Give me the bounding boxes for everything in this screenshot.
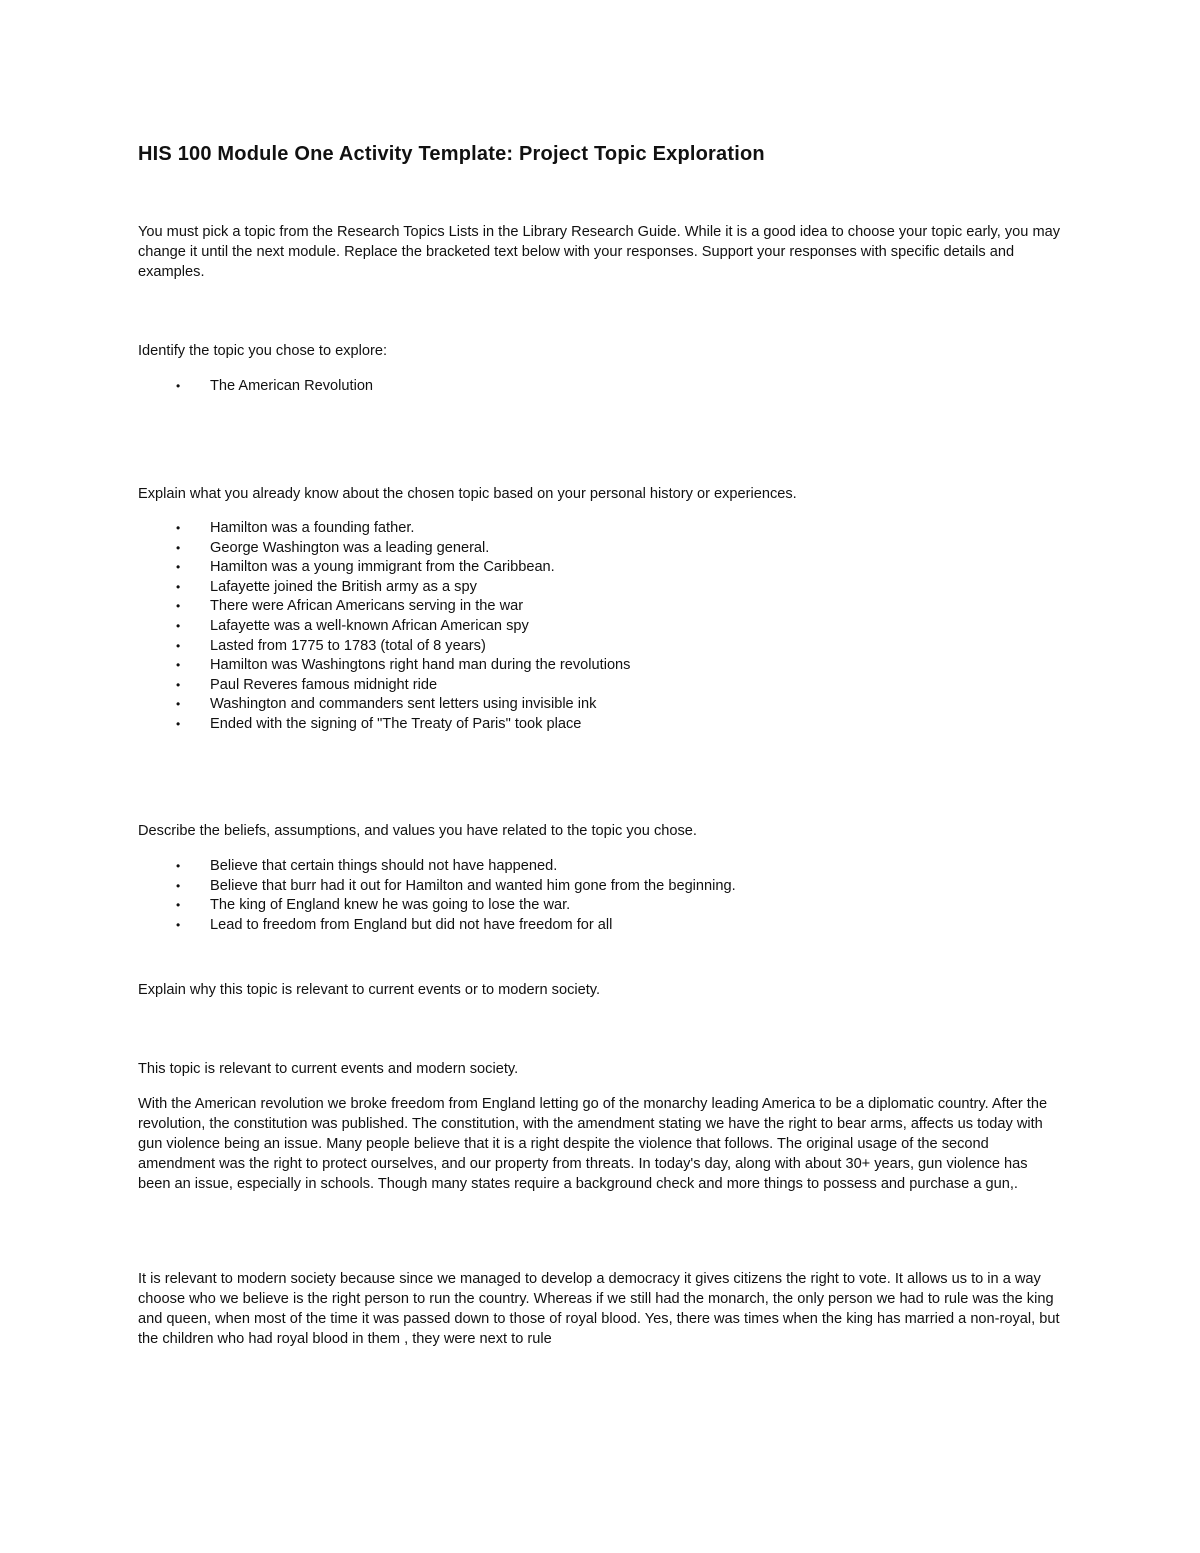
list-item bbox=[138, 695, 630, 715]
list-item-text: Hamilton was a founding father. bbox=[210, 520, 415, 536]
list-item bbox=[138, 558, 630, 578]
list-item-text: Believe that burr had it out for Hamilton and wanted him gone from the beginning. bbox=[210, 877, 736, 894]
beliefs-list bbox=[138, 857, 736, 935]
bullet-icon: • bbox=[176, 379, 181, 393]
relevance-answer-intro: This topic is relevant to current events and modern society. bbox=[138, 1061, 519, 1077]
list-item-text: There were African Americans serving in the war bbox=[210, 598, 524, 615]
document-title: HIS 100 Module One Activity Template: Project Topic Exploration bbox=[138, 143, 765, 165]
list-item-text: The American Revolution bbox=[210, 378, 374, 394]
list-item-text: Lasted from 1775 to 1783 (total of 8 years) bbox=[210, 637, 486, 654]
topic-list bbox=[138, 377, 373, 397]
bullet-icon: • bbox=[176, 599, 181, 614]
list-item-text: Believe that certain things should not have happened. bbox=[210, 858, 558, 874]
list-item bbox=[138, 715, 630, 735]
bullet-icon: • bbox=[176, 521, 181, 535]
list-item-text: Hamilton was a young immigrant from the Caribbean. bbox=[210, 559, 555, 576]
list-item-text: Lafayette joined the British army as a spy bbox=[210, 578, 477, 595]
list-item-text: Ended with the signing of "The Treaty of Paris" took place bbox=[210, 715, 582, 732]
list-item bbox=[138, 877, 736, 897]
beliefs-prompt: Describe the beliefs, assumptions, and values you have related to the topic you chose. bbox=[138, 823, 697, 839]
list-item bbox=[138, 637, 630, 657]
list-item bbox=[138, 519, 630, 539]
relevance-paragraph-1: With the American revolution we broke freedom from England letting go of the monarchy leading America to be a diplomatic country. After the revolution, the constitution was published. The constitution, with the amendment stating we have the right to bear arms, affects us today with gun violence being an issue. Many people believe that it is a right despite the violence that follows. The original usage of the second amendment was the right to protect ourselves, and our property from threats. In today's day, along with about 30+ years, gun violence has been an issue, especially in schools. Though many states require a background check and more things to possess and purchase a gun,. bbox=[138, 1096, 1048, 1192]
bullet-icon: • bbox=[176, 859, 181, 873]
list-item-text: Lafayette was a well-known African American spy bbox=[210, 617, 529, 634]
bullet-icon: • bbox=[176, 917, 181, 932]
list-item bbox=[138, 597, 630, 617]
knowledge-prompt: Explain what you already know about the chosen topic based on your personal history or experiences. bbox=[138, 486, 797, 502]
bullet-icon: • bbox=[176, 878, 181, 893]
list-item bbox=[138, 656, 630, 676]
list-item bbox=[138, 617, 630, 637]
bullet-icon: • bbox=[176, 540, 181, 555]
list-item bbox=[138, 857, 736, 877]
bullet-icon: • bbox=[176, 638, 181, 653]
list-item-text: Hamilton was Washingtons right hand man during the revolutions bbox=[210, 657, 631, 674]
bullet-icon: • bbox=[176, 716, 181, 731]
relevance-paragraph-2: It is relevant to modern society because since we managed to develop a democracy it gives citizens the right to vote. It allows us to in a way choose who we believe is the right person to run the country. Whereas if we still had the monarch, the only person we had to rule was the king and queen, when most of the time it was passed down to those of royal blood. Yes, there was times when the king has married a non-royal, but the children who had royal blood in them , they were next to rule bbox=[138, 1271, 1060, 1347]
list-item-text: George Washington was a leading general. bbox=[210, 539, 490, 556]
list-item bbox=[138, 578, 630, 598]
intro-paragraph: You must pick a topic from the Research Topics Lists in the Library Research Guide. While it is a good idea to choose your topic early, you may change it until the next module. Replace the bracketed text below with your responses. Support your responses with specific details and examples. bbox=[138, 224, 1061, 280]
list-item bbox=[138, 377, 373, 397]
bullet-icon: • bbox=[176, 579, 181, 594]
bullet-icon: • bbox=[176, 898, 181, 913]
list-item bbox=[138, 916, 736, 936]
list-item-text: Lead to freedom from England but did not have freedom for all bbox=[210, 916, 613, 933]
list-item bbox=[138, 676, 630, 696]
list-item-text: Paul Reveres famous midnight ride bbox=[210, 676, 438, 693]
bullet-icon: • bbox=[176, 697, 181, 712]
knowledge-list bbox=[138, 519, 630, 735]
list-item bbox=[138, 539, 630, 559]
bullet-icon: • bbox=[176, 677, 181, 692]
relevance-prompt: Explain why this topic is relevant to current events or to modern society. bbox=[138, 982, 601, 998]
bullet-icon: • bbox=[176, 560, 181, 575]
list-item-text: The king of England knew he was going to lose the war. bbox=[210, 897, 571, 914]
topic-prompt: Identify the topic you chose to explore: bbox=[138, 343, 388, 359]
bullet-icon: • bbox=[176, 618, 181, 633]
list-item-text: Washington and commanders sent letters using invisible ink bbox=[210, 696, 597, 713]
bullet-icon: • bbox=[176, 658, 181, 673]
list-item bbox=[138, 896, 736, 916]
